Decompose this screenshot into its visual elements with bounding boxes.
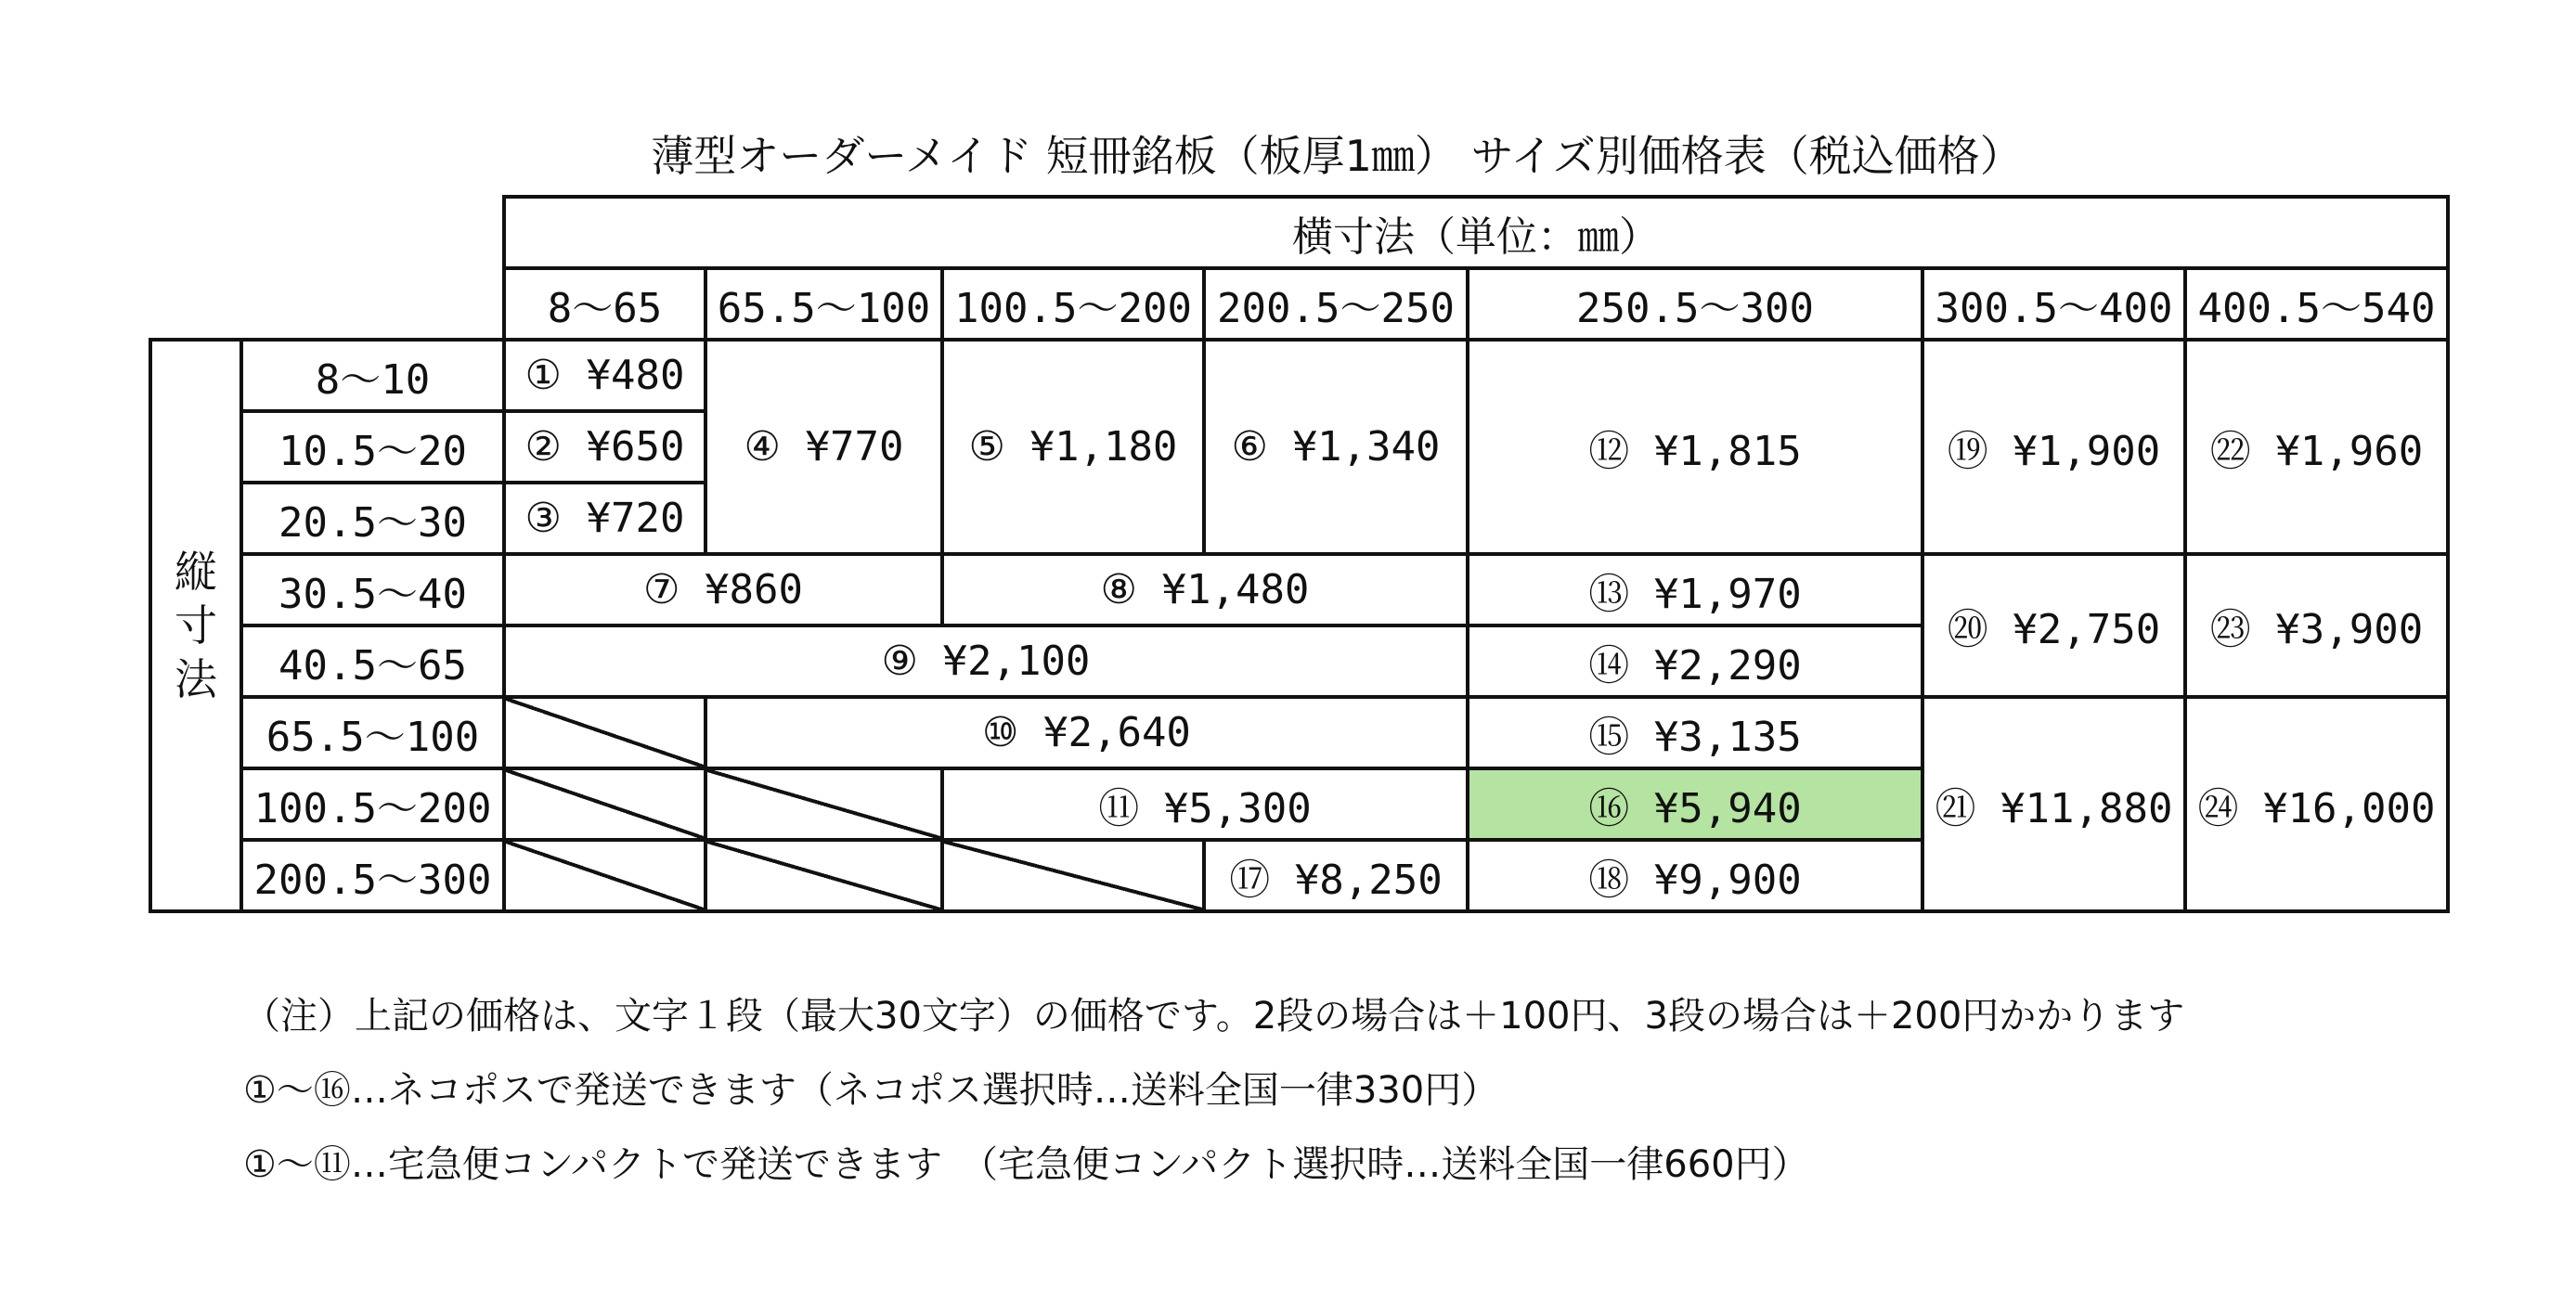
unavailable-cell [504, 768, 705, 840]
column-header: 8〜65 [504, 268, 705, 340]
price-cell: ⑦ ¥860 [504, 554, 942, 625]
price-cell: ④ ¥770 [705, 340, 942, 554]
note-line: （注）上記の価格は、文字１段（最大30文字）の価格です。2段の場合は＋100円、3段の場合は＋200円かかります [243, 995, 2185, 1038]
unavailable-cell [705, 768, 942, 840]
column-header: 100.5〜200 [942, 268, 1204, 340]
price-cell: ⑱ ¥9,900 [1468, 840, 1922, 911]
price-cell: ⑪ ¥5,300 [942, 768, 1468, 840]
row-header: 40.5〜65 [241, 625, 504, 697]
row-header: 100.5〜200 [241, 768, 504, 840]
price-cell: ⑰ ¥8,250 [1204, 840, 1468, 911]
price-cell: ⑤ ¥1,180 [942, 340, 1204, 554]
price-cell: ㉑ ¥11,880 [1922, 697, 2185, 911]
width-header: 横寸法（単位：㎜） [504, 197, 2448, 268]
row-header: 30.5〜40 [241, 554, 504, 625]
column-header: 200.5〜250 [1204, 268, 1468, 340]
note-line: ①〜⑯…ネコポスで発送できます（ネコポス選択時…送料全国一律330円） [243, 1069, 1499, 1112]
price-cell: ⑮ ¥3,135 [1468, 697, 1922, 768]
price-cell: ③ ¥720 [504, 483, 705, 554]
row-header: 65.5〜100 [241, 697, 504, 768]
price-cell: ⑬ ¥1,970 [1468, 554, 1922, 625]
price-cell: ① ¥480 [504, 340, 705, 411]
column-header: 65.5〜100 [705, 268, 942, 340]
unavailable-cell [705, 840, 942, 911]
unavailable-cell [504, 840, 705, 911]
corner-blank [150, 268, 504, 340]
price-cell: ② ¥650 [504, 411, 705, 483]
price-cell: ⑳ ¥2,750 [1922, 554, 2185, 697]
price-cell: ⑫ ¥1,815 [1468, 340, 1922, 554]
row-header: 200.5〜300 [241, 840, 504, 911]
price-cell: ㉔ ¥16,000 [2185, 697, 2448, 911]
price-cell: ⑩ ¥2,640 [705, 697, 1468, 768]
price-cell: ㉓ ¥3,900 [2185, 554, 2448, 697]
height-header: 縦 寸 法 [150, 340, 241, 911]
price-cell: ⑥ ¥1,340 [1204, 340, 1468, 554]
page-title: 薄型オーダーメイド 短冊銘板（板厚1㎜） サイズ別価格表（税込価格） [651, 131, 2023, 181]
price-cell: ⑲ ¥1,900 [1922, 340, 2185, 554]
price-cell: ⑭ ¥2,290 [1468, 625, 1922, 697]
unavailable-cell [504, 697, 705, 768]
price-table [149, 195, 2450, 913]
column-header: 400.5〜540 [2185, 268, 2448, 340]
price-cell: ⑧ ¥1,480 [942, 554, 1468, 625]
price-cell-highlighted: ⑯ ¥5,940 [1468, 768, 1922, 840]
notes [243, 979, 2184, 1202]
note-line: ①〜⑪…宅急便コンパクトで発送できます （宅急便コンパクト選択時…送料全国一律660円） [243, 1143, 1809, 1186]
price-cell: ㉒ ¥1,960 [2185, 340, 2448, 554]
corner-blank [150, 197, 504, 268]
row-header: 20.5〜30 [241, 483, 504, 554]
unavailable-cell [942, 840, 1204, 911]
row-header: 10.5〜20 [241, 411, 504, 483]
price-cell: ⑨ ¥2,100 [504, 625, 1468, 697]
column-header: 300.5〜400 [1922, 268, 2185, 340]
column-header: 250.5〜300 [1468, 268, 1922, 340]
row-header: 8〜10 [241, 340, 504, 411]
